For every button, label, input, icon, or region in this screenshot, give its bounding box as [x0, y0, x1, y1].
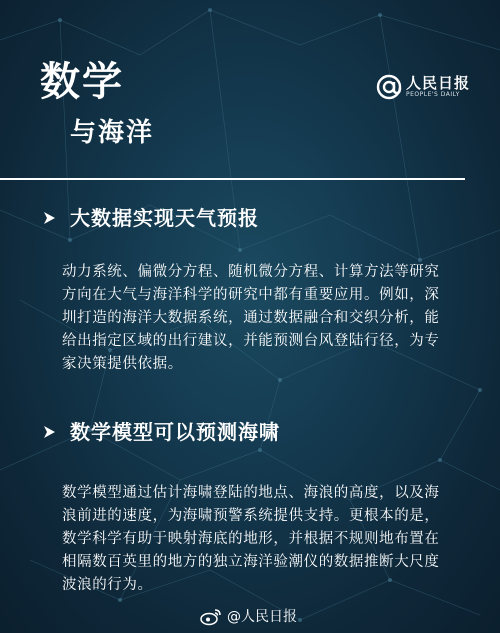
page-title: 数学 [40, 59, 124, 105]
footer-watermark [200, 608, 297, 626]
people-daily-logo [376, 74, 470, 100]
triangle-arrow-icon [42, 425, 56, 439]
logo-chinese-name: 人民日报 [406, 74, 471, 92]
section-title: 数学模型可以预测海啸 [70, 420, 280, 444]
section-heading-weather [42, 206, 259, 230]
section-body: 动力系统、偏微分方程、随机微分方程、计算方法等研究方向在大气与海洋科学的研究中都有重要应用。例如，深圳打造的海洋大数据系统，通过数据融合和交织分析，能给出指定区域的出行建议，并能预测台风登陆行径，为专家决策提供依据。 [62, 264, 440, 372]
section-heading-tsunami [42, 420, 280, 444]
section-title: 大数据实现天气预报 [70, 206, 259, 230]
section-body: 数学模型通过估计海啸登陆的地点、海浪的高度，以及海浪前进的速度，为海啸预警系统提供支持。更根本的是，数学科学有助于映射海底的地形，并根据不规则地布置在相隔数百英里的地方的独立海洋验潮仪的数据推断大尺度波浪的行为。 [62, 485, 440, 593]
triangle-arrow-icon [42, 211, 56, 225]
page-subtitle: 与海洋 [70, 118, 155, 148]
weibo-icon [200, 608, 222, 626]
footer-handle: @人民日报 [227, 609, 297, 625]
at-sign-icon [376, 74, 402, 100]
header-divider [0, 178, 465, 180]
logo-english-name: PEOPLE'S DAILY [406, 91, 460, 98]
